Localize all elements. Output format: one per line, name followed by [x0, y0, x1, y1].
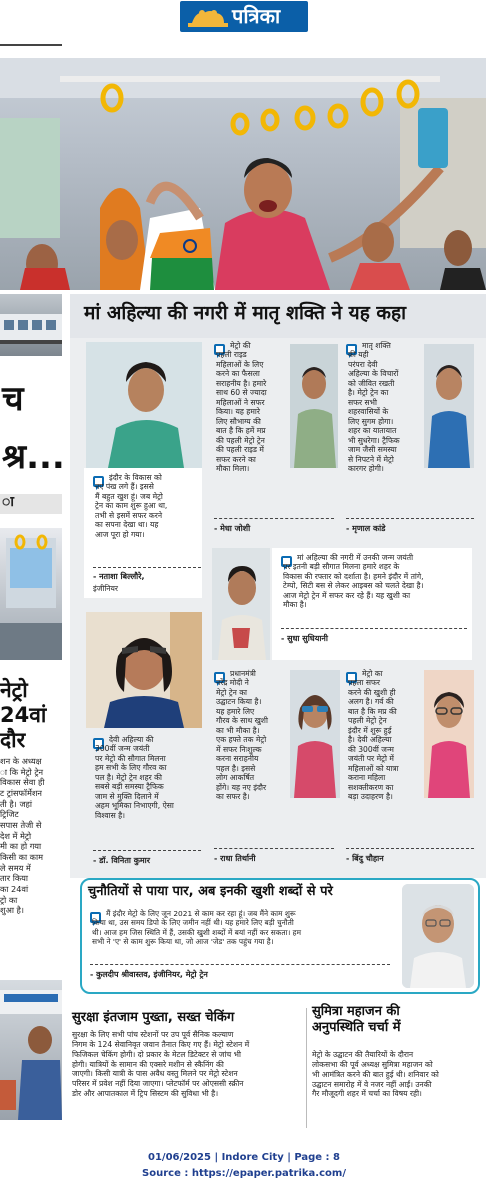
quote-name-bindu: - बिंदु चौहान	[346, 854, 384, 863]
column-rule	[0, 44, 62, 46]
quote-text-mrinal: मातृ शक्ति की यही परंपरा देवी अहिल्या के विचारों को जीवित रखती है। मेट्रो ट्रेन का सफर सभी शहरवासियों के लिए सुगम होगा। शहर का यातायात भी सुधरेगा। ट्रैफिक जाम जैसी समस्या से निपटने में मेट्रो कारगर होगी।	[348, 341, 400, 474]
security-headline: सुरक्षा इंतजाम पुख्ता, सख्त चेकिंग	[72, 1010, 235, 1025]
quote-name-natasha: - नताशा बिल्लौरे,	[93, 572, 145, 581]
footer-date-page: 01/06/2025 | Indore City | Page : 8	[148, 1152, 340, 1163]
portrait-kuldeep	[402, 884, 474, 988]
quote-text-sudha: मां अहिल्या की नगरी में उनकी जन्म जयंती पर इतनी बड़ी सौगात मिलना हमारे शहर के विकास की रफ्तार को दर्शाता है। हमने इंदौर में तांगे, टेम्पो, सिटी बस से लेकर आइबस को चलते देखा है। आज मेट्रो ट्रेन में सफर कर रहे हैं। यह खुशी का मौका है।	[283, 553, 424, 610]
quote-name-vinita: - डॉ. विनिता कुमार	[93, 856, 151, 865]
quote-divider	[346, 848, 474, 849]
quote-divider	[214, 518, 334, 519]
portrait-natasha	[86, 342, 202, 468]
portrait-radha	[290, 670, 340, 798]
portrait-bindu	[424, 670, 474, 798]
side-photo-metro-interior	[0, 528, 62, 660]
quote-text-bindu: मेट्रो का पहला सफर करने की खुशी ही अलग है। गर्व की बात है कि मप्र की पहली मेट्रो ट्रेन इंदौर में शुरू हुई है। देवी अहिल्या की 300वीं जन्म जयंती पर मेट्रो में महिलाओं को यात्रा कराना महिला सशक्तीकरण का बड़ा उदाहरण है।	[348, 669, 399, 802]
quote-divider	[346, 518, 474, 519]
quote-name-mrinal: - मृणाल कांडे	[346, 524, 386, 533]
quote-name-sudha: - सुधा सुधियानी	[281, 634, 328, 643]
quote-divider	[93, 567, 201, 568]
engineer-name: - कुलदीप श्रीवास्तव, इंजीनियर, मेट्रो ट्रेन	[90, 970, 208, 979]
column-divider	[306, 1008, 307, 1128]
quote-divider	[90, 964, 390, 965]
side-headline-fragment-1: च	[2, 379, 24, 419]
portrait-mrinal	[424, 344, 474, 468]
quote-text-natasha: इंदौर के विकास को नए पंख लगे हैं। इससे मैं बहुत खुश हूं। जब मेट्रो ट्रेन का काम शुरू हुआ था, तभी से इसमें सफर करने का सपना देखा था। यह आज पूरा हो गया।	[95, 473, 168, 539]
masthead-logo	[180, 1, 308, 32]
engineer-headline: चुनौतियों से पाया पार, अब इनकी खुशी शब्दों से परे	[88, 884, 333, 899]
quote-name-radha: - राधा तिर्थानी	[214, 854, 256, 863]
lion-emblem-icon	[188, 6, 228, 27]
engineer-quote-text: मैं इंदौर मेट्रो के लिए जून 2021 से काम कर रहा हूं। जब मैंने काम शुरू किया था, उस समय डिपो के लिए जमीन नहीं थी। यह हमारे लिए बड़ी चुनौती थी। आज हम जिस स्थिति में हैं, उसकी खुशी शब्दों में बयां नहीं कर सकता। हम सभी ने 'ए' से काम शुरू किया था, जो आज 'जेड' तक पहुंच गया है।	[92, 909, 302, 946]
quote-divider	[214, 848, 334, 849]
portrait-vinita	[86, 612, 202, 728]
side-subhead-fragment: ा	[2, 494, 14, 510]
quote-text-vinita: देवी अहिल्या की 300वीं जन्म जयंती पर मेट्रो की सौगात मिलना हम सभी के लिए गौरव का पल है। मेट्रो ट्रेन शहर की सबसे बड़ी समस्या ट्रैफिक जाम से मुक्ति दिलाने में अहम भूमिका निभाएगी, ऐसा विश्वास है।	[95, 735, 174, 820]
page-headline: मां अहिल्या की नगरी में मातृ शक्ति ने यह कहा	[84, 302, 406, 324]
quote-name-medha: - मेधा जोशी	[214, 524, 251, 533]
quote-text-radha: प्रधानमंत्री नरेंद्र मोदी ने मेट्रो ट्रेन का उद्घाटन किया है। यह हमारे लिए गौरव के साथ खुशी का भी मौका है। एक हफ्ते तक मेट्रो में सफर निःशुल्क करना सराहनीय पहल है। इससे लोग आकर्षित होंगे। यह नए इंदौर का सफर है।	[216, 669, 268, 802]
side-photo-passengers	[0, 980, 62, 1120]
side-headline-fragment-3: नेट्रो 24वां दौर	[0, 678, 47, 753]
sumitra-body: मेट्रो के उद्घाटन की तैयारियों के दौरान लोकसभा की पूर्व अध्यक्ष सुमित्रा महाजन को भी आमंत्रित करने की बात हुई थी। शनिवार को उद्घाटन समारोह में वे नजर नहीं आईं। उनकी गैर मौजूदगी शहर में चर्चा का विषय रही।	[312, 1050, 439, 1099]
sumitra-headline: सुमित्रा महाजन की अनुपस्थिति चर्चा में	[312, 1004, 401, 1035]
side-photo-metro-platform	[0, 294, 62, 356]
portrait-sudha	[212, 548, 270, 660]
masthead-title: पत्रिका	[232, 4, 281, 28]
security-body: सुरक्षा के लिए सभी पांच स्टेशनों पर उप पूर्व सैनिक कल्याण निगम के 124 सेवानिवृत जवान तैनात किए गए हैं। मेट्रो स्टेशन में फिजिकल चेकिंग होगी। दो प्रकार के मेटल डिटेक्टर से जांच भी होगी। यात्रियों के सामान की एक्सरे मशीन से स्कैनिंग की जाएगी। किसी यात्री के पास अवैध वस्तु मिलने पर मेट्रो स्टेशन परिसर में प्रवेश नहीं दिया जाएगा। प्लेटफॉर्म पर ओएससी स्क्रीन डोर और आपातकाल में ट्रिप सिस्टम की सुविधा भी है।	[72, 1030, 250, 1099]
side-headline-fragment-2: श्र...	[2, 437, 65, 477]
portrait-medha	[290, 344, 338, 468]
footer-source-link[interactable]: Source : https://epaper.patrika.com/	[142, 1168, 346, 1179]
quote-divider	[281, 628, 467, 629]
quote-text-medha: मेट्रो की पहली राइड महिलाओं के लिए करने का फैसला सराहनीय है। हमारे साथ 60 से ज्यादा महिलाओं ने सफर किया। यह हमारे लिए सौभाग्य की बात है कि हमें मप्र की पहली मेट्रो ट्रेन की पहली राइड में सफर करने का मौका मिला।	[216, 341, 267, 474]
quote-role-natasha: इंजीनियर	[93, 584, 119, 593]
side-article-body: शन के अध्यक्ष ा कि मेट्रो ट्रेन विकास सेवा ही ट ट्रांसफॉर्मेशन ती है। जहां ट्रिजिट सपास तेजी से देश में मेट्रो मी का हो गया किसी का काम ले समय में तार किया का 24वां ट्रो का शुआ है।	[0, 756, 45, 916]
quote-divider	[93, 850, 201, 851]
metro-crowd-photo	[0, 58, 486, 290]
